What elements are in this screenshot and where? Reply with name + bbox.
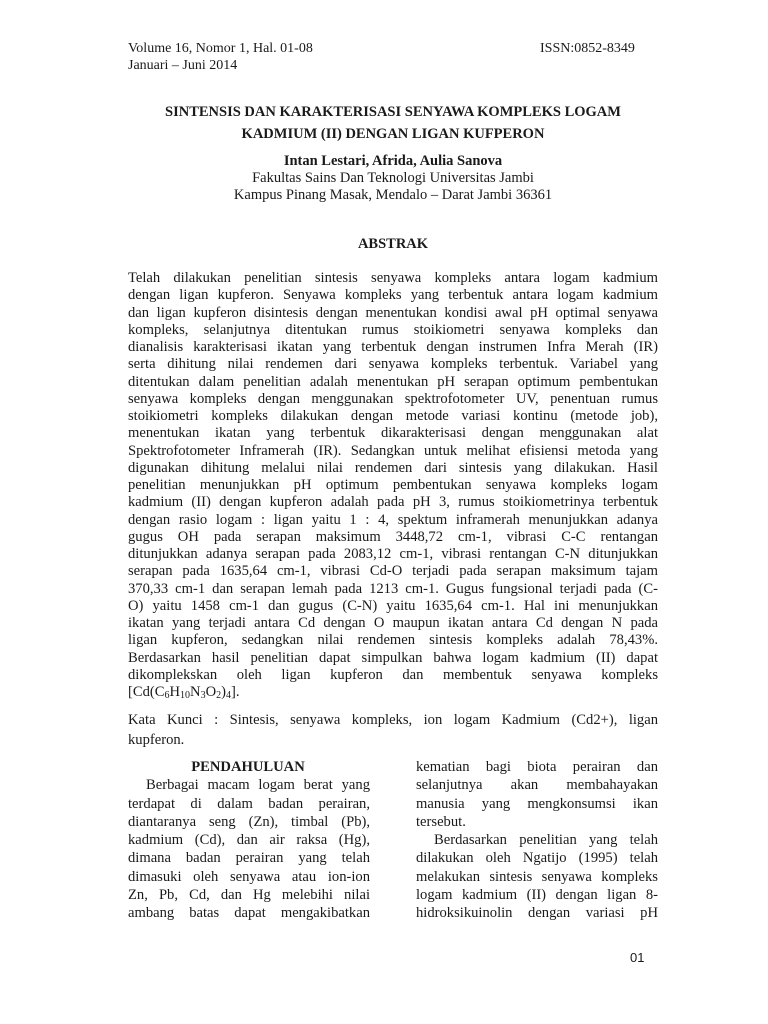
abstract-line: dengan ligan kupferon. Senyawa kompleks yang terbentuk antara logam kadmium xyxy=(128,287,658,304)
intro-line: Berdasarkan penelitian yang telah xyxy=(434,832,658,849)
abstract-line: ikatan yang terjadi antara Cd dengan O maupun ikatan antara Cd dengan N pada xyxy=(128,615,658,631)
period-info: Januari – Juni 2014 xyxy=(128,58,238,73)
paper-title xyxy=(128,101,658,145)
abstract-line: stoikiometri kompleks dilakukan dengan metode variasi kontinu (metode job), xyxy=(128,408,658,424)
author-affiliation: Fakultas Sains Dan Teknologi Universitas Jambi xyxy=(252,170,534,186)
keywords-line-1: Kata Kunci : Sintesis, senyawa kompleks, ion logam Kadmium (Cd2+), ligan xyxy=(128,712,658,728)
intro-line: Zn, Pb, Cd, dan Hg melebihi nilai xyxy=(128,887,370,904)
intro-line: dimana badan perairan yang telah xyxy=(128,850,370,867)
page-number: 01 xyxy=(630,950,645,965)
intro-line: dimasuki oleh senyawa atau ion-ion xyxy=(128,868,370,885)
abstract-line: gugus OH pada serapan maksimum 3448,72 cm-1, vibrasi C-C rentangan xyxy=(128,528,658,545)
abstract-line: kadmium (II) dengan kupferon adalah pada pH 3, rumus stoikiometrinya terbentuk xyxy=(128,494,658,511)
abstract-line: kompleks, selanjutnya ditentukan rumus stoikiometri senyawa kompleks dan xyxy=(128,321,658,338)
abstract-line: serapan pada 1635,64 cm-1, vibrasi Cd-O terjadi pada serapan maksimum tajam xyxy=(128,563,658,580)
intro-line: diantaranya seng (Zn), timbal (Pb), xyxy=(128,813,370,830)
intro-line: melakukan sintesis senyawa kompleks xyxy=(416,868,658,885)
title-line-1: SINTENSIS DAN KARAKTERISASI SENYAWA KOMPLEKS LOGAM xyxy=(165,104,621,120)
issn-info: ISSN:0852-8349 xyxy=(540,41,635,56)
abstract-line: dianalisis karakterisasi ikatan yang terbentuk dengan instrumen Infra Merah (IR) xyxy=(128,339,658,355)
abstract-line: ditunjukkan adanya serapan pada 2083,12 cm-1, vibrasi rentangan C-N ditunjukkan xyxy=(128,546,658,562)
abstract-line: senyawa kompleks dengan menggunakan spektrofotometer UV, penentuan rumus xyxy=(128,390,658,407)
intro-line: kematian bagi biota perairan dan xyxy=(416,759,658,775)
intro-line: logam kadmium (II) dengan ligan 8- xyxy=(416,887,658,904)
author-names: Intan Lestari, Afrida, Aulia Sanova xyxy=(283,153,503,169)
abstract-line: Telah dilakukan penelitian sintesis senyawa kompleks antara logam kadmium xyxy=(128,270,658,286)
intro-line: selanjutnya akan membahayakan xyxy=(416,777,658,794)
intro-line: Berbagai macam logam berat yang xyxy=(146,777,370,794)
author-address: Kampus Pinang Masak, Mendalo – Darat Jambi 36361 xyxy=(233,187,553,203)
intro-heading: PENDAHULUAN xyxy=(191,759,305,775)
abstract-line: ligan kupferon, sedangkan nilai rendemen sintesis kompleks adalah 78,43%. xyxy=(128,632,658,649)
intro-column-right xyxy=(416,758,658,923)
keywords xyxy=(128,710,658,750)
abstract-body xyxy=(128,270,658,701)
abstract-line: dan ligan kupferon disintesis dengan menentukan kondisi awal pH optimal senyawa xyxy=(128,304,658,321)
abstract-line: Berdasarkan hasil penelitian dapat simpulkan bahwa logam kadmium (II) dapat xyxy=(128,649,658,666)
author-block xyxy=(128,153,658,204)
journal-header-left xyxy=(128,40,313,74)
intro-line: hidroksikuinolin dengan variasi pH xyxy=(416,905,658,922)
abstract-heading: ABSTRAK xyxy=(357,236,429,252)
intro-column-left xyxy=(128,758,370,923)
abstract-line: Spektrofotometer Inframerah (IR). Sedangkan untuk melihat efisiensi metoda yang xyxy=(128,442,658,459)
complex-formula: $[Cd(C_6H_{10}N_3O_2)_4]$. xyxy=(128,684,240,701)
intro-line: dilakukan oleh Ngatijo (1995) telah xyxy=(416,850,658,867)
abstract-line: digunakan dihitung melalui nilai rendemen dari sintesis yang dilakukan. Hasil xyxy=(128,459,658,476)
keywords-line-2: kupferon. xyxy=(128,732,185,748)
abstract-line: penelitian menunjukkan pH optimum pembentukan senyawa kompleks logam xyxy=(128,477,658,493)
intro-line: terdapat di dalam badan perairan, xyxy=(128,795,370,812)
intro-line: kadmium (Cd), dan air raksa (Hg), xyxy=(128,832,370,849)
abstract-line: 370,33 cm-1 dan serapan lemah pada 1213 cm-1. Gugus fungsional terjadi pada (C- xyxy=(128,580,658,597)
abstract-line: ditentukan dalam penelitian adalah menentukan pH serapan optimum pembentukan xyxy=(128,373,658,390)
abstract-line: O) yaitu 1458 cm-1 dan gugus (C-N) yaitu 1635,64 cm-1. Hal ini menunjukkan xyxy=(128,597,658,614)
intro-line: ambang batas dapat mengakibatkan xyxy=(128,905,370,922)
title-line-2: KADMIUM (II) DENGAN LIGAN KUFPERON xyxy=(241,126,545,142)
abstract-line: menentukan ikatan yang terbentuk dikarakterisasi dengan menggunakan alat xyxy=(128,425,658,442)
abstract-line: dengan rasio logam : ligan yaitu 1 : 4, spektum inframerah menunjukkan adanya xyxy=(128,511,658,528)
intro-line: tersebut. xyxy=(416,813,466,830)
abstract-line: serta dihitung nilai rendemen dari senyawa kompleks terbentuk. Variabel yang xyxy=(128,356,658,373)
intro-line: manusia yang mengkonsumsi ikan xyxy=(416,795,658,812)
abstract-line: dikomplekskan oleh ligan kupferon dan membentuk senyawa kompleks xyxy=(128,666,658,683)
volume-info: Volume 16, Nomor 1, Hal. 01-08 xyxy=(128,41,313,56)
